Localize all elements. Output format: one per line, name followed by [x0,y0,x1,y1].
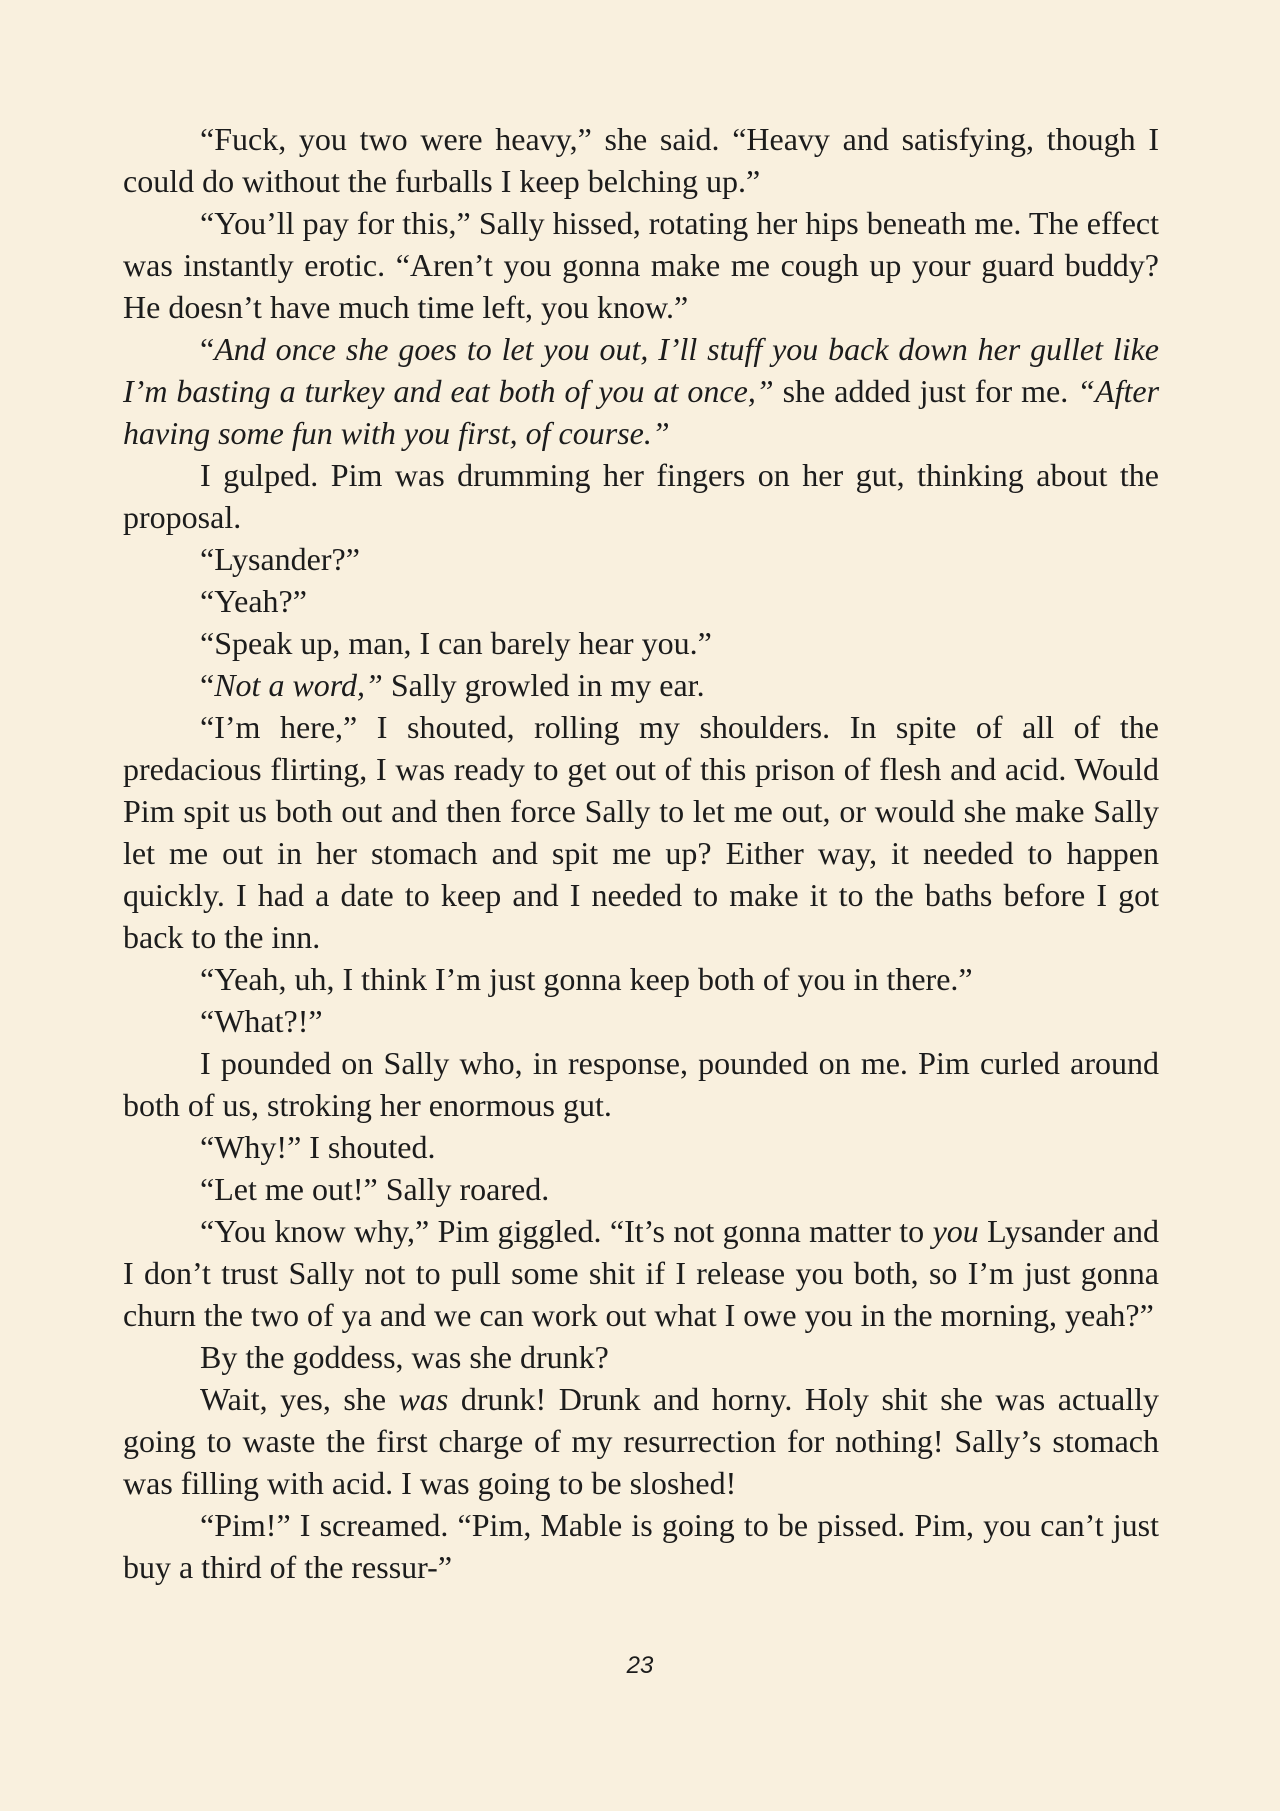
italic-text: “After having some fun with you first, of course.” [123,373,1160,451]
text-run: I gulped. Pim was drumming her fingers on her gut, thinking about the proposal. [123,457,1159,535]
paragraph [123,622,1159,664]
text-run: “You’ll pay for this,” Sally hissed, rotating her hips beneath me. The effect was instantly erotic. “Aren’t you gonna make me cough up your guard buddy? He doesn’t have much time left, you know.” [123,205,1159,325]
text-run: “Yeah?” [200,583,307,619]
text-run: “What?!” [200,1003,323,1039]
text-run: “I’m here,” I shouted, rolling my shoulders. In spite of all of the predacious flirting, I was ready to get out of this prison of flesh and acid. Would Pim spit us both out and then force Sally to let me out, or would she make Sally let me out in her stomach and spit me up? Either way, it needed to happen quickly. I had a date to keep and I needed to make it to the baths before I got back to the inn. [123,709,1159,955]
page-number: 23 [626,1652,654,1679]
paragraph [123,706,1159,958]
paragraph [123,1504,1159,1588]
paragraph [123,202,1159,328]
paragraph [123,1042,1159,1126]
text-run: By the goddess, was she drunk? [200,1339,609,1375]
paragraph [123,1336,1159,1378]
paragraph [123,538,1159,580]
italic-text: was [398,1381,449,1417]
text-run: she added just for me. [773,373,1078,409]
text-run: “Lysander?” [200,541,360,577]
italic-text: you [932,1213,979,1249]
text-run: “ [200,331,215,367]
text-run: drunk! Drunk and horny. Holy shit she was actually going to waste the first charge of my resurrection for nothing! Sally’s stomach was filling with acid. I was going to be sloshed! [123,1381,1160,1501]
paragraph [123,328,1159,454]
page-body [123,118,1159,1588]
text-run: “Yeah, uh, I think I’m just gonna keep both of you in there.” [200,961,973,997]
paragraph [123,958,1159,1000]
text-run: “Let me out!” Sally roared. [200,1171,550,1207]
paragraph [123,1378,1159,1504]
paragraph [123,664,1159,706]
paragraph [123,580,1159,622]
text-run: Lysander and I don’t trust Sally not to pull some shit if I release you both, so I’m just gonna churn the two of ya and we can work out what I owe you in the morning, yeah?” [123,1213,1160,1333]
paragraph [123,1210,1159,1336]
paragraph [123,1000,1159,1042]
italic-text: And once she goes to let you out, I’ll stuff you back down her gullet like I’m basting a turkey and eat both of you at once,” [123,331,1159,409]
paragraph [123,118,1159,202]
text-run: “Why!” I shouted. [200,1129,436,1165]
text-run: “Pim!” I screamed. “Pim, Mable is going to be pissed. Pim, you can’t just buy a third of the ressur-” [123,1507,1159,1585]
text-run: “Fuck, you two were heavy,” she said. “Heavy and satisfying, though I could do without the furballs I keep belching up.” [123,121,1159,199]
text-run: I pounded on Sally who, in response, pounded on me. Pim curled around both of us, stroking her enormous gut. [123,1045,1159,1123]
text-run: “Speak up, man, I can barely hear you.” [200,625,712,661]
text-run: Sally growled in my ear. [382,667,705,703]
text-run: “ [200,667,215,703]
paragraph [123,1168,1159,1210]
text-run: “You know why,” Pim giggled. “It’s not gonna matter to [200,1213,933,1249]
italic-text: Not a word,” [214,667,383,703]
paragraph [123,454,1159,538]
text-run: Wait, yes, she [200,1381,399,1417]
paragraph [123,1126,1159,1168]
